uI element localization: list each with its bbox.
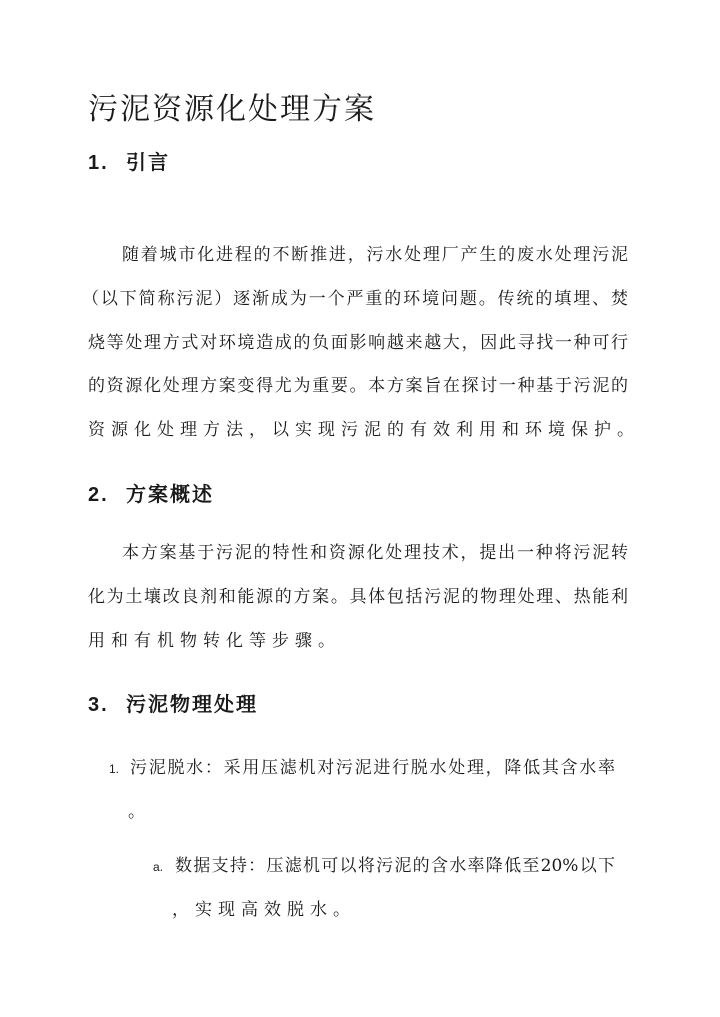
section-heading-physical-treatment	[88, 688, 258, 717]
paragraph-line: 随着城市化进程的不断推进，污水处理厂产生的废水处理污泥	[122, 245, 628, 265]
section-heading-introduction	[88, 146, 170, 175]
paragraph-line: 本方案基于污泥的特性和资源化处理技术，提出一种将污泥转	[122, 543, 628, 563]
paragraph-line: 的资源化处理方案变得尤为重要。本方案旨在探讨一种基于污泥的	[88, 376, 628, 396]
list-item-line: 。	[128, 802, 151, 822]
paragraph-line: 资源化处理方法，以实现污泥的有效利用和环境保护。	[88, 420, 640, 440]
section-title: 污泥物理处理	[126, 692, 258, 716]
document-title: 污泥资源化处理方案	[88, 92, 376, 127]
section-number: 3.	[88, 694, 109, 716]
paragraph-line: 烧等处理方式对环境造成的负面影响越来越大，因此寻找一种可行	[88, 333, 628, 353]
list-item-line: 污泥脱水：采用压滤机对污泥进行脱水处理，降低其含水率	[130, 758, 615, 778]
section-number: 1.	[88, 152, 109, 174]
section-number: 2.	[88, 484, 109, 506]
sub-list-item-line: 数据支持：压滤机可以将污泥的含水率降低至20%以下	[175, 856, 615, 876]
section-title: 引言	[126, 150, 170, 174]
section-title: 方案概述	[126, 482, 214, 506]
paragraph-line: （以下简称污泥）逐渐成为一个严重的环境问题。传统的填埋、焚	[82, 289, 628, 309]
list-marker: 1.	[109, 762, 120, 776]
paragraph-line: 用和有机物转化等步骤。	[88, 631, 341, 651]
paragraph-line: 化为土壤改良剂和能源的方案。具体包括污泥的物理处理、热能利	[88, 587, 628, 607]
sub-list-item-line: ，实现高效脱水。	[172, 900, 356, 920]
section-heading-overview	[88, 478, 214, 507]
sub-list-marker: a.	[153, 860, 164, 874]
